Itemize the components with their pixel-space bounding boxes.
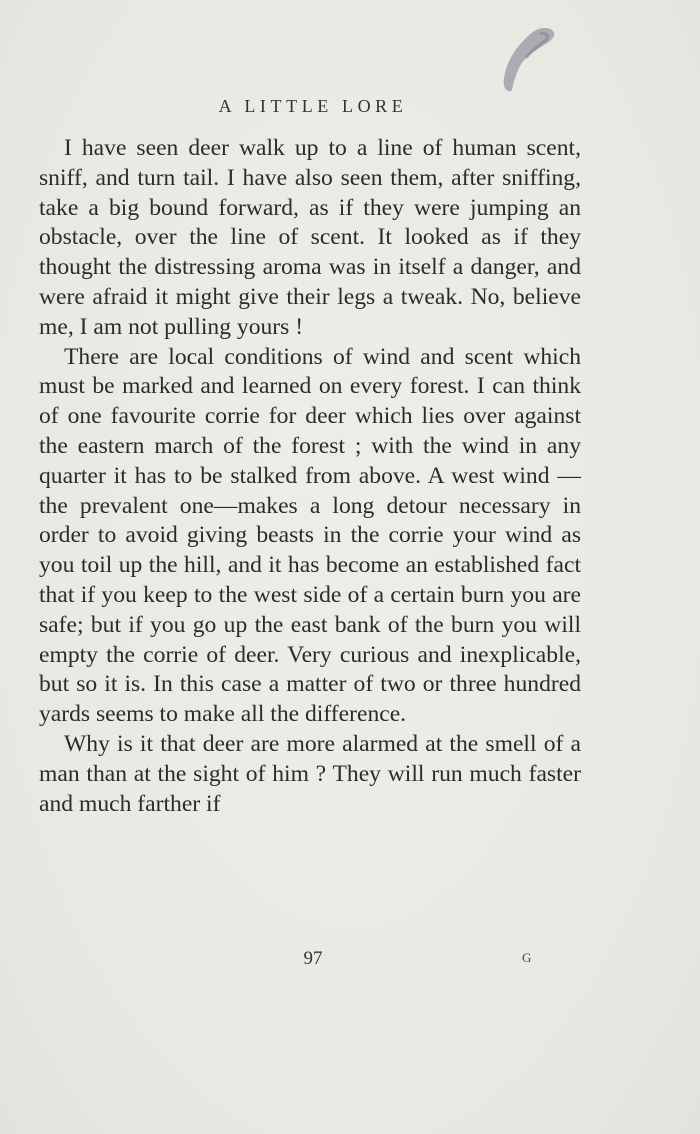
body-text xyxy=(39,134,581,819)
ink-smudge xyxy=(496,24,560,100)
page-number: 97 xyxy=(303,948,323,969)
paragraph: I have seen deer walk up to a line of human scent, sniff, and turn tail. I have also seen them, after sniffing, take a big bound forward, as if they were jumping an obstacle, over the line of scent. It looked as if they thought the distressing aroma was in itself a danger, and were afraid it might give their legs a tweak. No, believe me, I am not pulling yours ! xyxy=(39,135,581,340)
running-head: A LITTLE LORE xyxy=(218,96,408,116)
paragraph: There are local conditions of wind and scent which must be marked and learned on every forest. I can think of one favourite corrie for deer which lies over against the eastern march of the forest ; with the wind in any quarter it has to be stalked from above. A west wind —the prevalent one—makes a long detour necessary in order to avoid giving beasts in the corrie your wind as you toil up the hill, and it has become an established fact that if you keep to the west side of a certain burn you are safe; but if you go up the east bank of the burn you will empty the corrie of deer. Very curious and inexplicable, but so it is. In this case a matter of two or three hundred yards seems to make all the difference. xyxy=(39,343,581,728)
signature-mark: G xyxy=(522,950,532,965)
paragraph: Why is it that deer are more alarmed at the smell of a man than at the sight of him ? They will run much faster and much farther if xyxy=(39,730,581,817)
